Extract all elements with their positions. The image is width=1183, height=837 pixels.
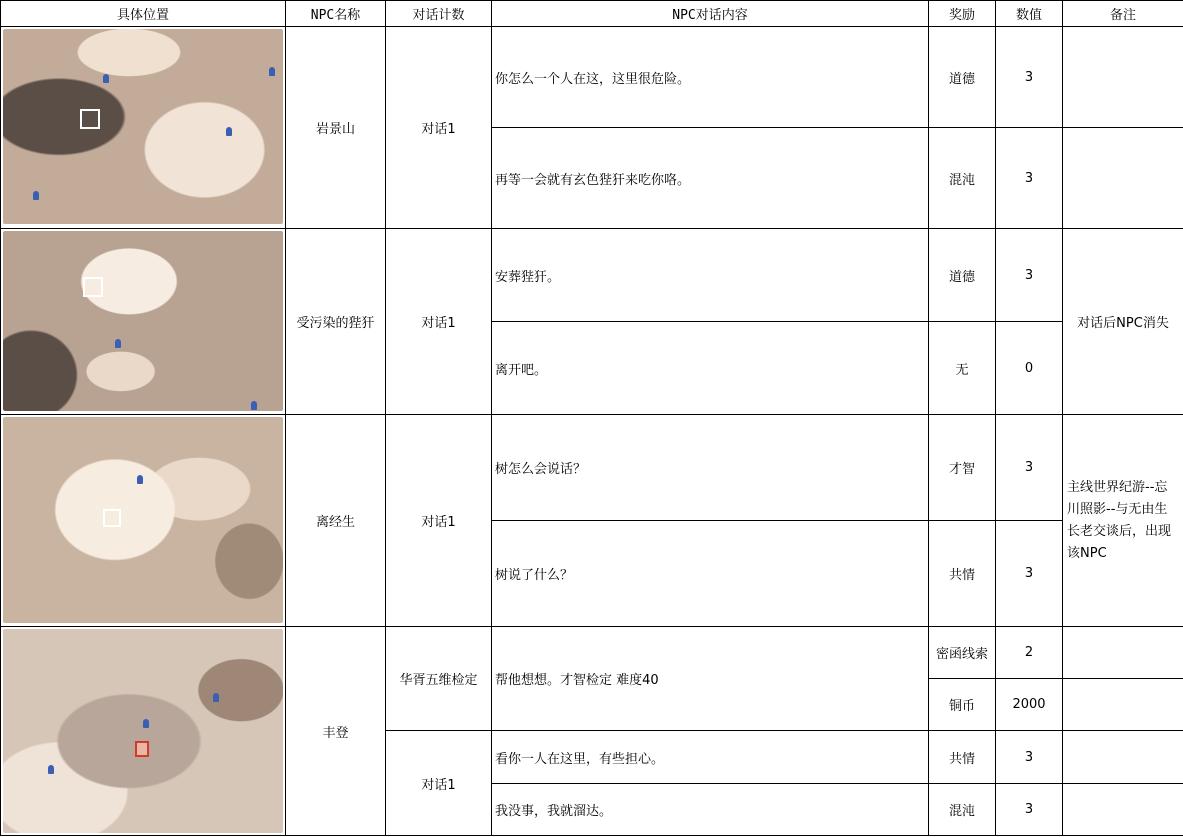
map-marker-icon <box>137 475 143 484</box>
map-marker-icon <box>226 127 232 136</box>
dialog-count: 对话1 <box>386 731 492 836</box>
npc-name: 离经生 <box>286 415 386 627</box>
table-row <box>1 27 1183 128</box>
header-location: 具体位置 <box>1 1 286 27</box>
dialog-count: 对话1 <box>386 415 492 627</box>
reward: 密函线索 <box>929 627 996 679</box>
note <box>1063 415 1183 627</box>
table-row <box>1 627 1183 679</box>
note: 对话后NPC消失 <box>1063 229 1183 415</box>
reward: 混沌 <box>929 784 996 836</box>
reward: 道德 <box>929 229 996 322</box>
npc-name: 受污染的狴犴 <box>286 229 386 415</box>
npc-name: 丰登 <box>286 627 386 836</box>
note <box>1063 27 1183 128</box>
value: 3 <box>996 415 1063 521</box>
location-highlight <box>83 277 103 297</box>
dialog-count: 对话1 <box>386 229 492 415</box>
header-row <box>1 1 1183 27</box>
reward: 混沌 <box>929 128 996 229</box>
location-map <box>1 229 286 415</box>
value: 0 <box>996 322 1063 415</box>
header-dialog-content: NPC对话内容 <box>492 1 929 27</box>
dialog-line: 安葬狴犴。 <box>492 229 929 322</box>
header-note: 备注 <box>1063 1 1183 27</box>
location-map <box>1 27 286 229</box>
map-marker-icon <box>48 765 54 774</box>
header-reward: 奖励 <box>929 1 996 27</box>
table-row <box>1 415 1183 521</box>
value: 2000 <box>996 679 1063 731</box>
dialog-line: 看你一人在这里，有些担心。 <box>492 731 929 784</box>
header-npc-name: NPC名称 <box>286 1 386 27</box>
location-highlight <box>135 741 149 757</box>
dialog-line: 你怎么一个人在这，这里很危险。 <box>492 27 929 128</box>
value: 3 <box>996 521 1063 627</box>
note <box>1063 731 1183 784</box>
dialog-count: 华胥五维检定 <box>386 627 492 731</box>
map-marker-icon <box>269 67 275 76</box>
note <box>1063 128 1183 229</box>
reward: 才智 <box>929 415 996 521</box>
value: 2 <box>996 627 1063 679</box>
location-highlight <box>80 109 100 129</box>
map-marker-icon <box>33 191 39 200</box>
note <box>1063 627 1183 679</box>
map-marker-icon <box>143 719 149 728</box>
map-marker-icon <box>103 74 109 83</box>
value: 3 <box>996 229 1063 322</box>
header-dialog-count: 对话计数 <box>386 1 492 27</box>
dialog-line: 再等一会就有玄色狴犴来吃你咯。 <box>492 128 929 229</box>
reward: 共情 <box>929 731 996 784</box>
reward: 铜币 <box>929 679 996 731</box>
location-map <box>1 415 286 627</box>
table-row <box>1 229 1183 322</box>
reward: 道德 <box>929 27 996 128</box>
location-map <box>1 627 286 836</box>
dialog-line: 树怎么会说话？ <box>492 415 929 521</box>
map-marker-icon <box>213 693 219 702</box>
dialog-line: 帮他想想。才智检定 难度40 <box>492 627 929 731</box>
note <box>1063 784 1183 836</box>
value: 3 <box>996 784 1063 836</box>
note <box>1063 679 1183 731</box>
map-marker-icon <box>251 401 257 410</box>
note-text: 主线世界纪游--忘川照影--与无由生长老交谈后，出现该NPC <box>1067 479 1172 561</box>
value: 3 <box>996 731 1063 784</box>
header-value: 数值 <box>996 1 1063 27</box>
dialog-count: 对话1 <box>386 27 492 229</box>
dialog-line: 树说了什么？ <box>492 521 929 627</box>
reward: 共情 <box>929 521 996 627</box>
dialog-line: 离开吧。 <box>492 322 929 415</box>
value: 3 <box>996 27 1063 128</box>
location-highlight <box>103 509 121 527</box>
reward: 无 <box>929 322 996 415</box>
map-marker-icon <box>115 339 121 348</box>
value: 3 <box>996 128 1063 229</box>
dialog-line: 我没事，我就溜达。 <box>492 784 929 836</box>
npc-name: 岩景山 <box>286 27 386 229</box>
